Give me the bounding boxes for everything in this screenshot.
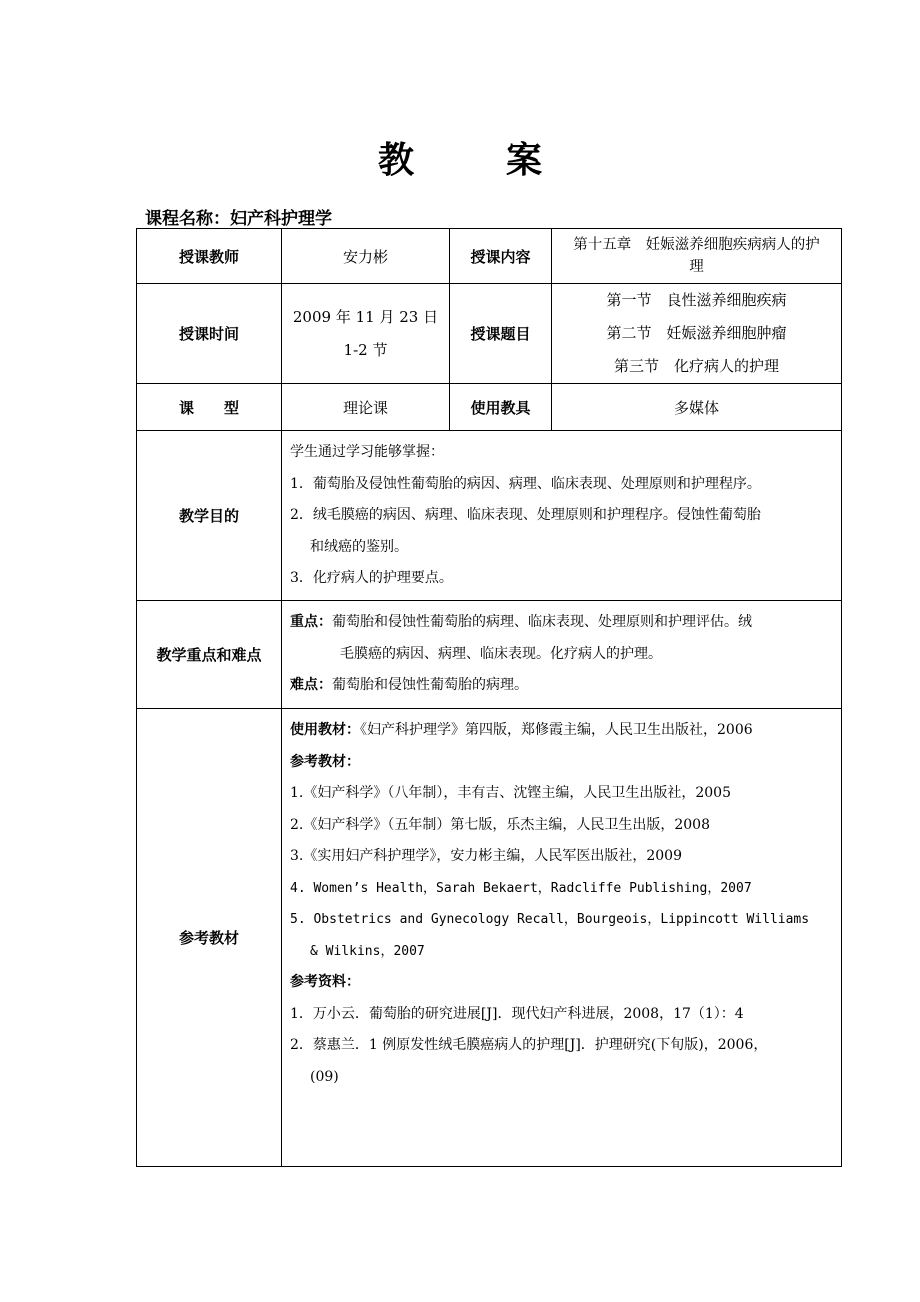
title-char-2: 案 xyxy=(506,139,543,181)
tools-value: 多媒体 xyxy=(552,384,842,431)
type-value: 理论课 xyxy=(282,384,450,431)
objectives-content xyxy=(282,431,842,601)
difficult-text: 葡萄胎和侵蚀性葡萄胎的病理。 xyxy=(332,677,528,693)
reference-book: 1.《妇产科学》（八年制），丰有吉、沈铿主编，人民卫生出版社，2005 xyxy=(290,785,731,801)
table-row xyxy=(137,601,842,709)
content-label: 授课内容 xyxy=(450,229,552,284)
topic-value xyxy=(552,284,842,384)
reference-book: 5. Obstetrics and Gynecology Recall，Bourgeois，Lippincott Williams xyxy=(290,912,810,927)
reference-book: 2.《妇产科学》（五年制）第七版，乐杰主编，人民卫生出版，2008 xyxy=(290,816,710,833)
table-row xyxy=(137,229,842,284)
reference-book: 4. Women’s Health，Sarah Bekaert，Radcliffe Publishing，2007 xyxy=(290,880,752,896)
content-value-line-1: 第十五章 妊娠滋养细胞疾病病人的护 xyxy=(573,237,820,253)
reference-material: 1．万小云．葡萄胎的研究进展[J]．现代妇产科进展，2008，17（1）：4 xyxy=(290,1005,744,1022)
teacher-label: 授课教师 xyxy=(137,229,282,284)
topic-item: 第一节 良性滋养细胞疾病 xyxy=(606,291,787,309)
key-text: 葡萄胎和侵蚀性葡萄胎的病理、临床表现、处理原则和护理评估。绒 xyxy=(332,614,752,630)
course-name: 课程名称：妇产科护理学 xyxy=(145,209,332,229)
reference-book: & Wilkins，2007 xyxy=(310,943,425,959)
objectives-label: 教学目的 xyxy=(137,431,282,601)
tools-label: 使用教具 xyxy=(450,384,552,431)
content-value-line-2: 理 xyxy=(689,259,704,275)
objective-item: 3．化疗病人的护理要点。 xyxy=(290,570,453,586)
title-char-1: 教 xyxy=(377,139,414,181)
references-content xyxy=(282,709,842,1167)
textbook-label: 使用教材： xyxy=(290,722,360,738)
references-label: 参考教材 xyxy=(137,709,282,1167)
difficult-label: 难点： xyxy=(290,677,332,693)
key-points-label: 教学重点和难点 xyxy=(137,601,282,709)
topic-label: 授课题目 xyxy=(450,284,552,384)
time-value xyxy=(282,284,450,384)
topic-item: 第二节 妊娠滋养细胞肿瘤 xyxy=(606,324,787,342)
reference-book: 3.《实用妇产科护理学》，安力彬主编，人民军医出版社，2009 xyxy=(290,848,682,864)
objective-item: 和绒癌的鉴别。 xyxy=(310,538,408,555)
objective-item: 2．绒毛膜癌的病因、病理、临床表现、处理原则和护理程序。侵蚀性葡萄胎 xyxy=(290,507,761,523)
reference-material: (09) xyxy=(310,1068,339,1085)
lesson-plan-table xyxy=(136,228,842,1167)
time-periods: 1-2 节 xyxy=(343,340,388,359)
time-label: 授课时间 xyxy=(137,284,282,384)
table-row xyxy=(137,709,842,1167)
time-date: 2009 年 11 月 23 日 xyxy=(292,307,439,326)
key-label: 重点： xyxy=(290,614,332,630)
ref-books-label: 参考教材： xyxy=(290,753,360,770)
key-points-content xyxy=(282,601,842,709)
textbook-text: 《妇产科护理学》第四版，郑修霞主编，人民卫生出版社，2006 xyxy=(360,722,753,738)
table-row xyxy=(137,384,842,431)
type-label: 课 型 xyxy=(137,384,282,431)
ref-materials-label: 参考资料： xyxy=(290,974,360,990)
objectives-intro: 学生通过学习能够掌握： xyxy=(290,444,444,460)
table-row xyxy=(137,284,842,384)
document-title xyxy=(0,132,920,183)
content-value xyxy=(552,229,842,284)
key-text-continued: 毛膜癌的病因、病理、临床表现。化疗病人的护理。 xyxy=(340,645,662,662)
objective-item: 1．葡萄胎及侵蚀性葡萄胎的病因、病理、临床表现、处理原则和护理程序。 xyxy=(290,475,761,492)
reference-material: 2．蔡惠兰．1 例原发性绒毛膜癌病人的护理[J]．护理研究(下旬版)，2006， xyxy=(290,1037,768,1053)
topic-item: 第三节 化疗病人的护理 xyxy=(613,357,779,375)
table-row xyxy=(137,431,842,601)
teacher-value: 安力彬 xyxy=(282,229,450,284)
